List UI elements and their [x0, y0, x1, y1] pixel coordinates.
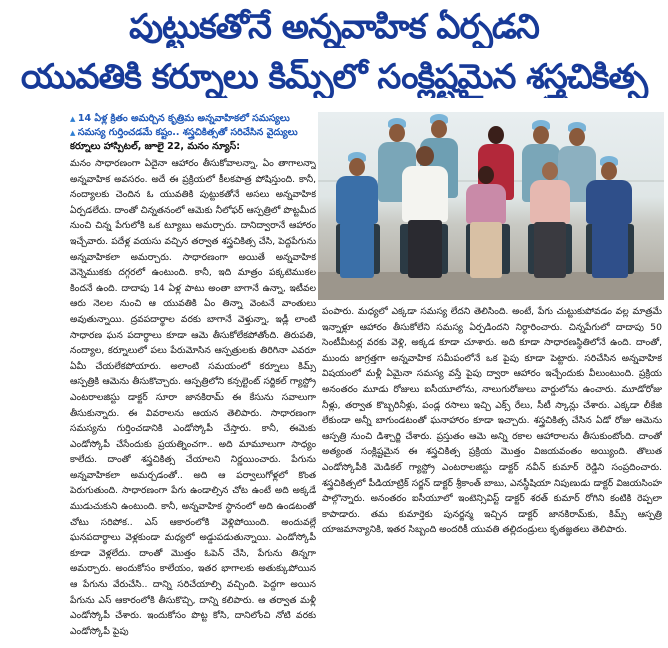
headline-line-1: పుట్టుకతోనే అన్నవాహిక ఏర్పడని [129, 7, 539, 47]
headline-line-2: యువతికి కర్నూలు కిమ్స్‌లో సంక్లిష్టమైన శస్త్రచికిత్స [20, 57, 648, 97]
article-column-2 [322, 304, 662, 640]
dateline: కర్నూలు హాస్పిటల్, జూలై 22, మనం న్యూస్: [70, 141, 240, 152]
article-paragraph: మనం సాధారణంగా ఏదైనా ఆహారం తీసుకోవాలన్నా, ఏం తాగాలన్నా అన్నవాహిక అవసరం. అదే ఈ ప్రక్రియలో కీలకపాత్ర పోషిస్తుంది. కానీ, నంద్యాలకు చెందిన ఓ యువతికి పుట్టుకతోనే అసలు అన్నవాహిక ఏర్పడలేదు. దాంతో చిన్నతనంలో ఆమెకు నీలోఫర్ ఆస్పత్రిలో పొట్టమీద నుంచి చిన్న పేగులోకి ఒక ట్యూబు అమర్చారు. దానిద్వారానే ఆహారం ఇచ్చేవారు. పదేళ్ల వయసు వచ్చిన తర్వాత శస్త్రచికిత్స చేసి, పెద్దపేగును అన్నవాహికలా అమర్చారు. సాధారణంగా అయితే అన్నవాహిక వెన్నెముకకు దగ్గరలో ఉంటుంది. కానీ, ఇది మాత్రం పక్కటెముకల కిందనే ఉంది. దాదాపు 14 ఏళ్ల పాటు అంతా బాగానే ఉన్నా, ఇటీవల ఆరు నెలల నుంచి ఆ యువతికి ఏం తిన్నా వెంటనే వాంతులు అవుతున్నాయి. ద్రవపదార్థాల వరకు బాగానే వెళ్తున్నా, ఇడ్లీ లాంటి సాధారణ ఘన పదార్థాలు కూడా ఆమె తీసుకోలేకపోతోంది. తిరుపతి, నంద్యాల, కర్నూలులో పలు పేరుమోసిన ఆస్పత్రులకు తిరిగినా ఎవరూ ఏమీ చేయలేకపోయారు. అలాంటి సమయంలో కర్నూలు కిమ్స్ ఆస్పత్రికి ఆమెను తీసుకొచ్చారు. ఆస్పత్రిలోని కన్సల్టెంట్ సర్జికల్ గ్యాస్ట్రో ఎంటరాలజిస్టు డాక్టర్ సూరా జానకిరామ్ ఈ కేసును సవాలుగా తీసుకున్నారు. ఈ వివరాలను ఆయన తెలిపారు. సాధారణంగా సమస్యను గుర్తించడానికి ఎండోస్కోపీ చేస్తారు. కానీ, ఈమెకు ఎండోస్కోపీ చేసేందుకు ప్రయత్నించగా.. అది మామూలుగా సాధ్యం కాలేదు. దాంతో శస్త్రచికిత్స చేయాలని నిర్ణయించారు. పేగును అన్నవాహికలా అమర్చడంతో.. అది ఆ పర్వాలుగోళ్లలో కొంత పెరుగుతుంది. సాధారణంగా పేగు ఉండాల్సిన చోట ఉంటే అది అక్కడే ముడుచుకుని ఉంటుంది. కానీ, అన్నవాహిక స్థానంలో అది ఉండటంతో చోటు సరిపోక.. ఎస్ ఆకారంలోకి వెళ్లిపోయింది. అందువల్లే ఘనపదార్థాలు వెళ్లకుండా మధ్యలో అడ్డుపడుతున్నాయి. ఎండోస్కోపీ కూడా వెళ్లలేదు. దాంతో మొత్తం ఓపెన్ చేసి, పేగును తిన్నగా అమర్చారు. అందుకోసం కాలేయం, ఇతర భాగాలకు అతుక్కుపోయిన ఆ పేగును వేరుచేసి.. దాన్ని సరిచేయాల్సి వచ్చింది. పెద్దగా అయిన పేగును ఎస్ ఆకారంలోకి తీసుకొచ్చి, దాన్ని కలిపారు. ఆ తర్వాత మళ్లీ ఎండోస్కోపీ చేశారు. ఇందుకోసం పొట్ట కోసి, దానిలోంచి నోటి వరకు ఎండోస్కోపీ పైపు [70, 158, 316, 637]
subheading-1: ▲ 14 ఏళ్ల క్రితం అమర్చిన కృత్రిమ అన్నవాహికలో సమస్యలు [70, 112, 320, 126]
group-photo [318, 112, 664, 300]
article-column-1 [70, 156, 316, 640]
article-paragraph: పంపారు. మధ్యలో ఎక్కడా సమస్య లేదని తెలిసింది. అంటే, పేగు చుట్టుకుపోవడం వల్ల మాత్రమే ఇన్నాళ్లూ ఆహారం తీసుకోలేని సమస్య ఏర్పడిందని నిర్ధారించారు. చిన్నపేగులో దాదాపు 50 సెంటీమీటర్ల వరకు వెళ్లి, అక్కడ కూడా చూశారు. అది కూడా సాధారణస్థితిలోనే ఉంది. దాంతో, ముందు జాగ్రత్తగా అన్నవాహిక సమీపంలోనే ఒక పైపు కూడా పెట్టారు. సరిచేసిన అన్నవాహిక విషయంలో మళ్లీ ఏమైనా సమస్య వస్తే పైపు ద్వారా ఆహారం ఇచ్చేందుకు వీలుంటుంది. ప్రక్రియ అనంతరం మూడు రోజులు ఐసీయూలోను, నాలుగురోజులు వార్డులోను ఉంచారు. మూడోరోజు నీళ్లు, తర్వాత కొబ్బరినీళ్లు, పండ్ల రసాలు ఇచ్చి ఎక్స్ రేలు, సీటీ స్కాన్లు చేశారు. ఎక్కడా లీకేజి లేకుండా అన్నీ బాగుండటంతో ఘనాహారం కూడా ఇచ్చారు. శస్త్రచికిత్స చేసిన ఏడో రోజు ఆమెను ఆస్పత్రి నుంచి డిశ్చార్జి చేశారు. ప్రస్తుతం ఆమె అన్ని రకాల ఆహారాలను తీసుకుంటోంది. దాంతో అత్యంత సంక్లిష్టమైన ఈ శస్త్రచికిత్స ప్రక్రియ మొత్తం విజయవంతం అయ్యింది. తొలుత ఎండోస్కోపీకి మెడికల్ గ్యాస్ట్రో ఎంటరాలజిస్టు డాక్టర్ నవీన్ కుమార్ రెడ్డిని సంప్రదించారు. శస్త్రచికిత్సలో పీడియాట్రిక్ సర్జన్ డాక్టర్ శ్రీకాంత్ బాబు, ఎనస్థీషియా నిపుణుడు డాక్టర్ విజయసింహ పాల్గొన్నారు. అనంతరం ఐసీయూలో ఇంటెన్సివిస్ట్ డాక్టర్ శరత్ కుమార్ రోగిని కంటికి రెప్పలా కాపాడారు. తమ కుమార్తెకు పునర్జన్మ ఇచ్చిన డాక్టర్ జానకిరామ్‌కు, కిమ్స్ ఆస్పత్రి యాజమాన్యానికి, ఇతర సిబ్బంది అందరికీ యువతి తల్లిదండ్రులు కృతజ్ఞతలు తెలిపారు. [322, 306, 662, 536]
subheading-2: ▲ సమస్య గుర్తించడమే కష్టం.. శస్త్రచికిత్సతో సరిచేసిన వైద్యులు [70, 126, 320, 140]
